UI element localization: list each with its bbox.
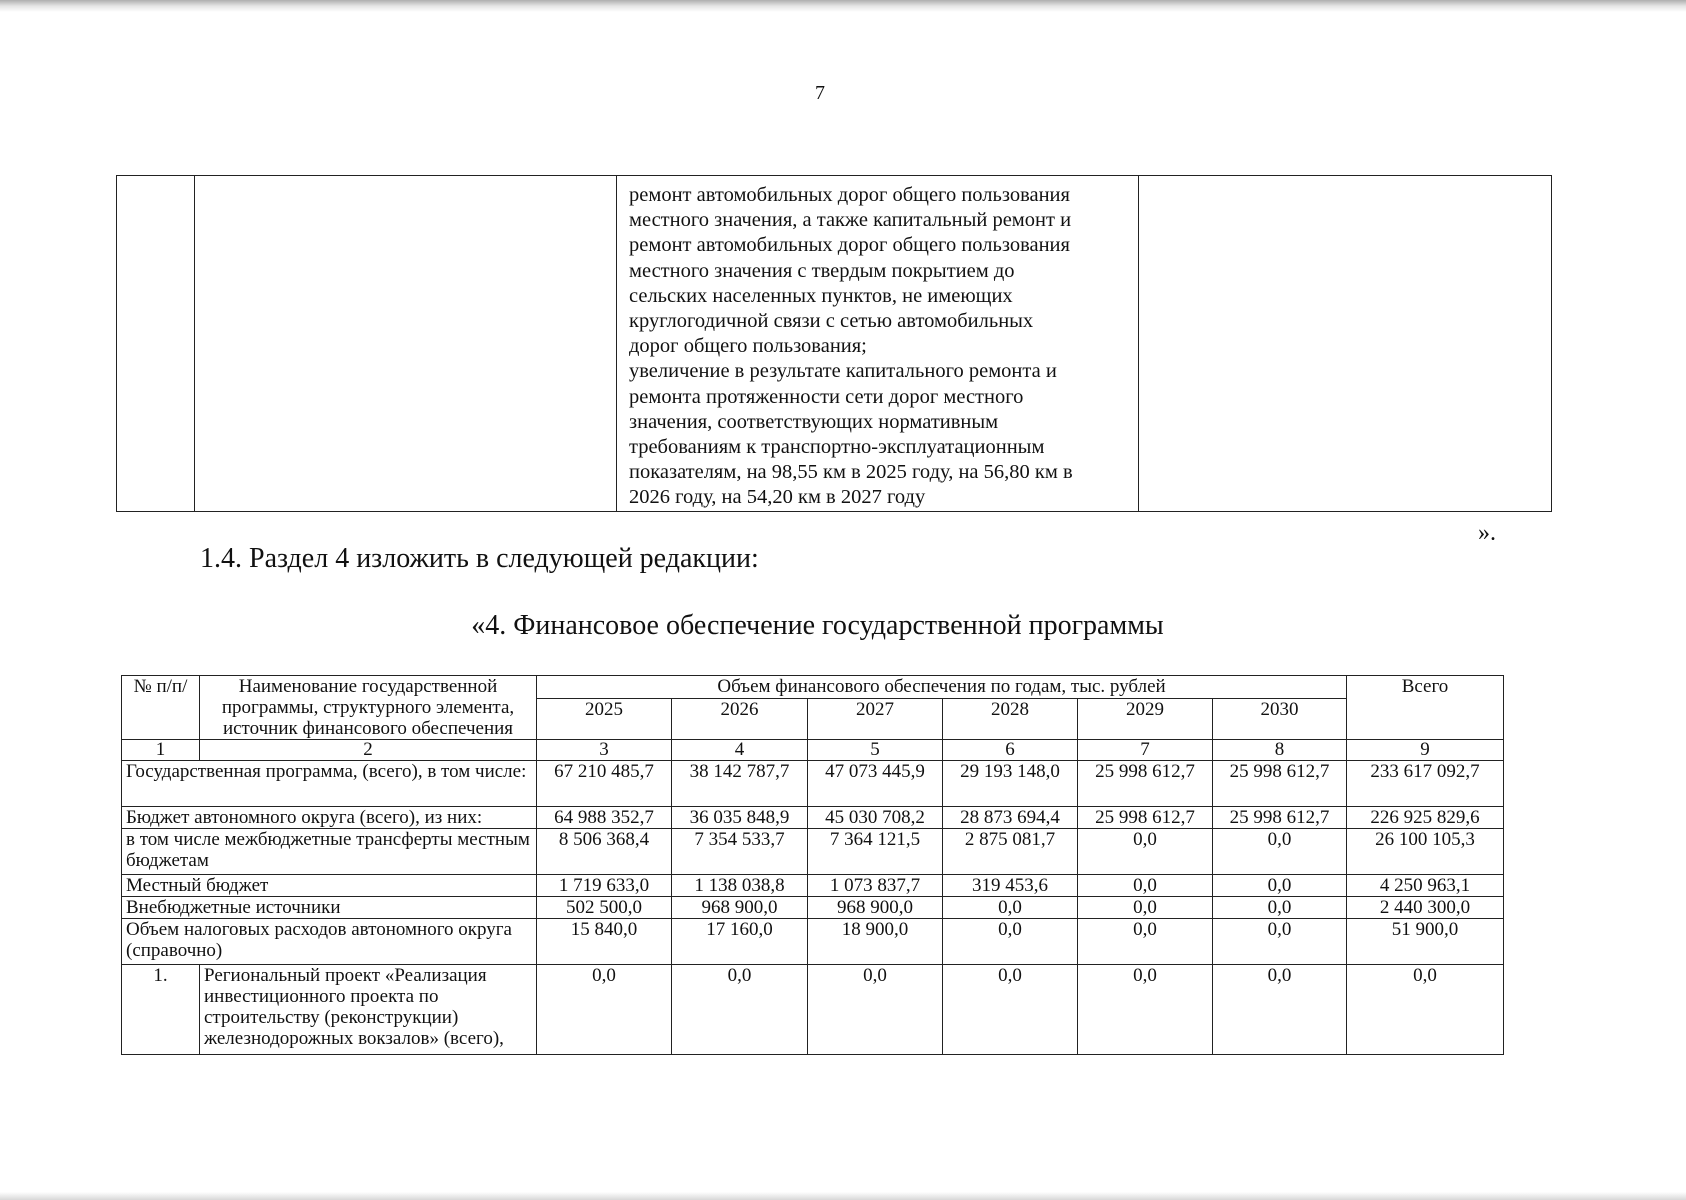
continuation-line: показателям, на 98,55 км в 2025 году, на 56,80 км в (629, 461, 1073, 484)
table-row (122, 807, 1504, 829)
year-value-cell: 67 210 485,7 (537, 761, 672, 807)
scan-edge-top (0, 0, 1686, 12)
year-value-cell: 28 873 694,4 (943, 807, 1078, 829)
row-name: в том числе межбюджетные трансферты местным бюджетам (122, 829, 537, 875)
total-value-cell: 4 250 963,1 (1347, 875, 1504, 897)
year-value-cell: 1 138 038,8 (672, 875, 808, 897)
row-name: Внебюджетные источники (122, 897, 537, 919)
header-year: 2026 (672, 699, 808, 740)
continuation-line: дорог общего пользования; (629, 335, 867, 358)
header-year: 2030 (1213, 699, 1347, 740)
continuation-cell-text (617, 176, 1139, 512)
row-num: 1. (122, 965, 200, 1055)
year-value-cell: 0,0 (1078, 875, 1213, 897)
total-value-cell: 0,0 (1347, 965, 1504, 1055)
table-row (122, 829, 1504, 875)
column-number: 3 (537, 740, 672, 761)
year-value-cell: 968 900,0 (672, 897, 808, 919)
continuation-cell-4 (1139, 176, 1552, 512)
year-value-cell: 0,0 (1213, 875, 1347, 897)
header-volume: Объем финансового обеспечения по годам, тыс. рублей (537, 676, 1347, 699)
year-value-cell: 0,0 (1078, 897, 1213, 919)
year-value-cell: 0,0 (1078, 919, 1213, 965)
table-row (122, 875, 1504, 897)
column-number: 4 (672, 740, 808, 761)
column-number: 9 (1347, 740, 1504, 761)
closing-quote: ». (1478, 520, 1496, 546)
year-value-cell: 47 073 445,9 (808, 761, 943, 807)
continuation-cell-2 (195, 176, 617, 512)
continuation-line: увеличение в результате капитального ремонта и (629, 360, 1057, 383)
continuation-line: 2026 году, на 54,20 км в 2027 году (629, 486, 926, 509)
year-value-cell: 18 900,0 (808, 919, 943, 965)
year-value-cell: 968 900,0 (808, 897, 943, 919)
column-number: 8 (1213, 740, 1347, 761)
year-value-cell: 25 998 612,7 (1213, 761, 1347, 807)
year-value-cell: 319 453,6 (943, 875, 1078, 897)
header-total: Всего (1347, 676, 1504, 740)
header-name: Наименование государственной программы, структурного элемента, источник финансового обеспечения (200, 676, 537, 740)
table-row (122, 965, 1504, 1055)
year-value-cell: 0,0 (1213, 919, 1347, 965)
scan-edge-bottom (0, 1192, 1686, 1200)
continuation-line: сельских населенных пунктов, не имеющих (629, 284, 1013, 307)
header-num: № п/п/ (122, 676, 200, 740)
continuation-table (116, 175, 1552, 512)
row-name: Объем налоговых расходов автономного округа (справочно) (122, 919, 537, 965)
total-value-cell: 226 925 829,6 (1347, 807, 1504, 829)
year-value-cell: 0,0 (672, 965, 808, 1055)
year-value-cell: 64 988 352,7 (537, 807, 672, 829)
year-value-cell: 0,0 (943, 965, 1078, 1055)
total-value-cell: 233 617 092,7 (1347, 761, 1504, 807)
continuation-text (617, 176, 1138, 511)
year-value-cell: 29 193 148,0 (943, 761, 1078, 807)
year-value-cell: 25 998 612,7 (1078, 807, 1213, 829)
continuation-line: ремонт автомобильных дорог общего пользования (629, 234, 1070, 257)
page-number: 7 (815, 82, 825, 104)
column-number: 2 (200, 740, 537, 761)
year-value-cell: 502 500,0 (537, 897, 672, 919)
year-value-cell: 0,0 (808, 965, 943, 1055)
continuation-line: местного значения с твердым покрытием до (629, 259, 1015, 282)
year-value-cell: 0,0 (943, 919, 1078, 965)
year-value-cell: 0,0 (537, 965, 672, 1055)
continuation-line: ремонт автомобильных дорог общего пользования (629, 184, 1070, 206)
year-value-cell: 45 030 708,2 (808, 807, 943, 829)
table-row (122, 897, 1504, 919)
year-value-cell: 0,0 (1078, 829, 1213, 875)
continuation-line: значения, соответствующих нормативным (629, 410, 999, 433)
header-year: 2028 (943, 699, 1078, 740)
continuation-line: круглогодичной связи с сетью автомобильных (629, 310, 1034, 333)
instruction-text: 1.4. Раздел 4 изложить в следующей редакции: (200, 543, 759, 574)
column-number: 1 (122, 740, 200, 761)
year-value-cell: 7 364 121,5 (808, 829, 943, 875)
header-year: 2029 (1078, 699, 1213, 740)
year-value-cell: 1 073 837,7 (808, 875, 943, 897)
section-title: «4. Финансовое обеспечение государственной программы (471, 610, 1164, 641)
year-value-cell: 25 998 612,7 (1078, 761, 1213, 807)
total-value-cell: 26 100 105,3 (1347, 829, 1504, 875)
year-value-cell: 15 840,0 (537, 919, 672, 965)
row-name: Региональный проект «Реализация инвестиционного проекта по строительству (реконструкции) железнодорожных вокзалов» (всего), (200, 965, 537, 1055)
table-row (122, 919, 1504, 965)
year-value-cell: 8 506 368,4 (537, 829, 672, 875)
year-value-cell: 17 160,0 (672, 919, 808, 965)
year-value-cell: 0,0 (1213, 829, 1347, 875)
column-number: 5 (808, 740, 943, 761)
column-number: 6 (943, 740, 1078, 761)
continuation-cell-1 (117, 176, 195, 512)
column-number: 7 (1078, 740, 1213, 761)
continuation-line: требованиям к транспортно-эксплуатационным (629, 436, 1045, 459)
header-year: 2027 (808, 699, 943, 740)
continuation-line: местного значения, а также капитальный ремонт и (629, 209, 1072, 232)
header-year: 2025 (537, 699, 672, 740)
column-number-row (122, 740, 1504, 761)
row-name: Государственная программа, (всего), в том числе: (122, 761, 537, 807)
year-value-cell: 2 875 081,7 (943, 829, 1078, 875)
total-value-cell: 2 440 300,0 (1347, 897, 1504, 919)
year-value-cell: 0,0 (1213, 965, 1347, 1055)
row-name: Местный бюджет (122, 875, 537, 897)
year-value-cell: 1 719 633,0 (537, 875, 672, 897)
year-value-cell: 7 354 533,7 (672, 829, 808, 875)
year-value-cell: 0,0 (1078, 965, 1213, 1055)
table-row (122, 761, 1504, 807)
total-value-cell: 51 900,0 (1347, 919, 1504, 965)
year-value-cell: 25 998 612,7 (1213, 807, 1347, 829)
continuation-line: ремонта протяженности сети дорог местного (629, 385, 1024, 408)
year-value-cell: 38 142 787,7 (672, 761, 808, 807)
year-value-cell: 0,0 (943, 897, 1078, 919)
year-value-cell: 36 035 848,9 (672, 807, 808, 829)
row-name: Бюджет автономного округа (всего), из них: (122, 807, 537, 829)
year-value-cell: 0,0 (1213, 897, 1347, 919)
financial-table (121, 675, 1504, 1055)
